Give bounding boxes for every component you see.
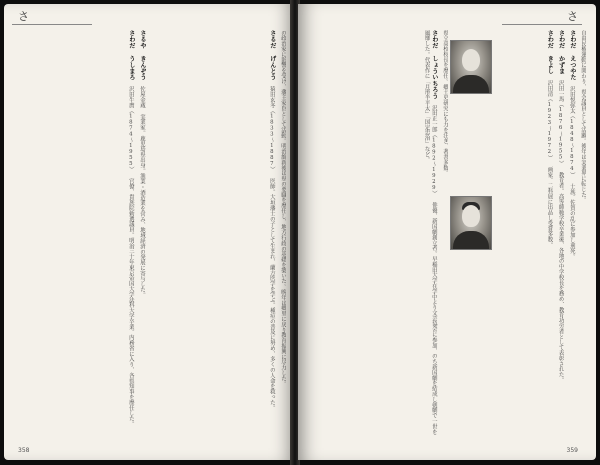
left-page [4,4,294,460]
section-index-mark: さ [18,10,29,23]
entry: さるだ げんとう 猿田玄冬（1833〜1887） 医師。大垣藩士の子として生まれ、蘭方医学を学ぶ。種痘の普及に努め、多くの人命を救った。 [268,30,276,411]
entry: さるや きんぞう 佐屋金蔵 実業家。鹿児島県出身。漁業・酒造業を営み、地域経済の発展に寄与した。 [139,30,146,298]
portrait-photo-elderly-man [450,40,492,94]
entry: 県立高校校長を歴任。郷土史研究にも力を注ぎ、著書多数。 [442,30,448,176]
text-column-left [308,30,448,438]
text-column-right [154,30,286,438]
page-number: 358 [18,447,30,454]
text-column-left [12,30,146,438]
entry: さわだ きよし 沢田清（1923〜1972） 画家。二科展に出品し受賞多数。 [546,30,554,248]
right-page [298,4,596,460]
section-index-mark: さ [567,10,578,23]
page-number: 359 [566,447,578,454]
entry: さわだ うしまろ 沢田牛麿（1874〜1955） 官僚、貴族院勅選議員。明治三十年東京帝国大学法科大学卒業。内務省に入り、各県知事を歴任した。 [127,30,135,427]
entry: の政治家に影響を受け、藩主家臣として活動。明治維新後は県の要職を歴任し、地方行政の基礎を築いた。晩年は郷里に戻り教育振興に尽力した。 [280,30,286,387]
header-rule [12,24,92,25]
entry: 自由民権運動に関わり、県会議員として活躍。後年は実業界に転じた。 [580,30,586,203]
entry: さわだ しょういちろう 沢田正一郎（1892〜1929） 俳優、新国劇創立者。早稲田大学在学中より文芸協会に参加、のち新国劇を結成し剣劇で一世を風靡した。代表作に「月形半平太」「国定忠治」など。 [423,30,438,435]
header-rule [502,24,582,25]
entry: さわだ えつやた 沢田悦弥太（1848〜1874） 士族。佐賀の乱に参加し刑死。 [568,30,576,260]
entry: さわだ かずま 沢田一馬（1876〜1955） 教育者。高等師範学校卒業後、各地の中学校長を務め、教育功労者として表彰された。 [557,30,565,383]
portrait-photo-man [450,196,492,250]
